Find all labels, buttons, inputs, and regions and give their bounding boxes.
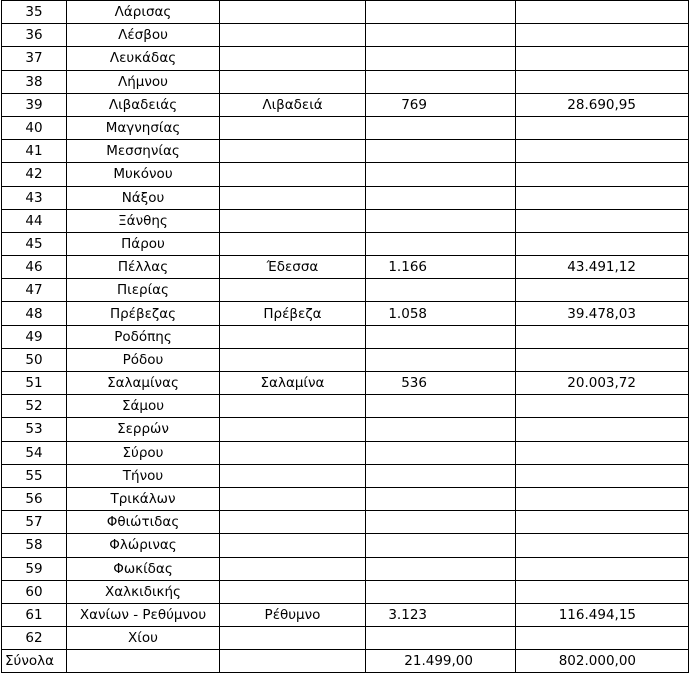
table-row (2, 534, 689, 557)
table-row (2, 557, 689, 580)
city-name (220, 70, 366, 93)
city-name (220, 348, 366, 371)
count-value (366, 70, 516, 93)
amount-value (516, 464, 689, 487)
amount-value (516, 395, 689, 418)
count-value (366, 325, 516, 348)
city-name (220, 534, 366, 557)
region-name: Τρικάλων (67, 487, 220, 510)
count-value: 3.123 (366, 603, 516, 626)
table-row (2, 372, 689, 395)
region-name: Πέλλας (67, 256, 220, 279)
region-name: Ροδόπης (67, 325, 220, 348)
count-value (366, 24, 516, 47)
totals-label: Σύνολα (2, 650, 67, 673)
amount-value (516, 140, 689, 163)
count-value: 536 (366, 372, 516, 395)
amount-value: 28.690,95 (516, 93, 689, 116)
region-name: Λιβαδειάς (67, 93, 220, 116)
table-row (2, 418, 689, 441)
count-value (366, 580, 516, 603)
city-name (220, 511, 366, 534)
amount-value (516, 511, 689, 534)
count-value: 769 (366, 93, 516, 116)
amount-value (516, 325, 689, 348)
amount-value (516, 627, 689, 650)
count-value (366, 395, 516, 418)
amount-value (516, 47, 689, 70)
region-name: Πρέβεζας (67, 302, 220, 325)
region-name: Χανίων - Ρεθύμνου (67, 603, 220, 626)
table-row (2, 256, 689, 279)
row-number: 61 (2, 603, 67, 626)
table-row (2, 1, 689, 24)
row-number: 51 (2, 372, 67, 395)
row-number: 56 (2, 487, 67, 510)
city-name: Πρέβεζα (220, 302, 366, 325)
table-row (2, 302, 689, 325)
city-name: Σαλαμίνα (220, 372, 366, 395)
city-name (220, 24, 366, 47)
row-number: 50 (2, 348, 67, 371)
row-number: 36 (2, 24, 67, 47)
regions-table (1, 0, 689, 673)
row-number: 62 (2, 627, 67, 650)
table-row (2, 140, 689, 163)
region-name: Χίου (67, 627, 220, 650)
count-value (366, 627, 516, 650)
row-number: 41 (2, 140, 67, 163)
region-name: Φωκίδας (67, 557, 220, 580)
amount-value (516, 348, 689, 371)
count-value (366, 348, 516, 371)
row-number: 47 (2, 279, 67, 302)
amount-value (516, 534, 689, 557)
amount-value: 20.003,72 (516, 372, 689, 395)
amount-value (516, 441, 689, 464)
region-name: Σερρών (67, 418, 220, 441)
count-value: 1.058 (366, 302, 516, 325)
count-value (366, 186, 516, 209)
city-name (220, 232, 366, 255)
city-name (220, 186, 366, 209)
amount-value (516, 70, 689, 93)
table-row (2, 464, 689, 487)
count-value (366, 511, 516, 534)
table-row (2, 348, 689, 371)
totals-row (2, 650, 689, 673)
row-number: 48 (2, 302, 67, 325)
row-number: 59 (2, 557, 67, 580)
table-row (2, 209, 689, 232)
count-value (366, 464, 516, 487)
city-name (220, 627, 366, 650)
table-row (2, 24, 689, 47)
count-value (366, 418, 516, 441)
region-name: Πάρου (67, 232, 220, 255)
table-body (2, 0, 689, 650)
amount-value (516, 487, 689, 510)
amount-value: 116.494,15 (516, 603, 689, 626)
table-row (2, 116, 689, 139)
city-name: Έδεσσα (220, 256, 366, 279)
row-number: 54 (2, 441, 67, 464)
count-value (366, 441, 516, 464)
count-value (366, 534, 516, 557)
table-row (2, 325, 689, 348)
city-name (220, 116, 366, 139)
region-name: Τήνου (67, 464, 220, 487)
count-value (366, 1, 516, 24)
row-number: 35 (2, 1, 67, 24)
totals-empty-cell (67, 650, 220, 673)
count-value (366, 140, 516, 163)
city-name: Ρέθυμνο (220, 603, 366, 626)
row-number: 58 (2, 534, 67, 557)
region-name: Σύρου (67, 441, 220, 464)
row-number: 44 (2, 209, 67, 232)
region-name: Μεσσηνίας (67, 140, 220, 163)
amount-value (516, 279, 689, 302)
city-name (220, 325, 366, 348)
city-name (220, 441, 366, 464)
region-name: Σαλαμίνας (67, 372, 220, 395)
region-name: Μαγνησίας (67, 116, 220, 139)
region-name: Φθιώτιδας (67, 511, 220, 534)
row-number: 43 (2, 186, 67, 209)
city-name (220, 209, 366, 232)
amount-value (516, 1, 689, 24)
amount-value (516, 24, 689, 47)
count-value (366, 116, 516, 139)
city-name (220, 279, 366, 302)
table-row (2, 186, 689, 209)
city-name: Λιβαδειά (220, 93, 366, 116)
region-name: Λάρισας (67, 1, 220, 24)
region-name: Χαλκιδικής (67, 580, 220, 603)
row-number: 55 (2, 464, 67, 487)
amount-value: 39.478,03 (516, 302, 689, 325)
region-name: Λήμνου (67, 70, 220, 93)
region-name: Λέσβου (67, 24, 220, 47)
amount-value (516, 186, 689, 209)
row-number: 49 (2, 325, 67, 348)
count-value (366, 487, 516, 510)
row-number: 45 (2, 232, 67, 255)
city-name (220, 163, 366, 186)
totals-amount: 802.000,00 (516, 650, 689, 673)
region-name: Νάξου (67, 186, 220, 209)
row-number: 46 (2, 256, 67, 279)
region-name: Ξάνθης (67, 209, 220, 232)
amount-value (516, 557, 689, 580)
count-value (366, 209, 516, 232)
region-name: Λευκάδας (67, 47, 220, 70)
region-name: Ρόδου (67, 348, 220, 371)
row-number: 38 (2, 70, 67, 93)
region-name: Σάμου (67, 395, 220, 418)
amount-value (516, 418, 689, 441)
city-name (220, 395, 366, 418)
city-name (220, 1, 366, 24)
city-name (220, 140, 366, 163)
region-name: Πιερίας (67, 279, 220, 302)
amount-value (516, 163, 689, 186)
count-value (366, 163, 516, 186)
amount-value: 43.491,12 (516, 256, 689, 279)
table-row (2, 627, 689, 650)
amount-value (516, 580, 689, 603)
amount-value (516, 232, 689, 255)
row-number: 42 (2, 163, 67, 186)
table-row (2, 70, 689, 93)
count-value (366, 232, 516, 255)
row-number: 40 (2, 116, 67, 139)
count-value: 1.166 (366, 256, 516, 279)
amount-value (516, 116, 689, 139)
row-number: 57 (2, 511, 67, 534)
row-number: 39 (2, 93, 67, 116)
city-name (220, 487, 366, 510)
count-value (366, 557, 516, 580)
table-row (2, 441, 689, 464)
table-row (2, 511, 689, 534)
table-row (2, 47, 689, 70)
amount-value (516, 209, 689, 232)
table-row (2, 487, 689, 510)
table-row (2, 163, 689, 186)
city-name (220, 557, 366, 580)
totals-count: 21.499,00 (366, 650, 516, 673)
region-name: Φλώρινας (67, 534, 220, 557)
table-row (2, 93, 689, 116)
city-name (220, 580, 366, 603)
table-row (2, 395, 689, 418)
region-name: Μυκόνου (67, 163, 220, 186)
table-row (2, 580, 689, 603)
city-name (220, 464, 366, 487)
table-row (2, 603, 689, 626)
row-number: 60 (2, 580, 67, 603)
row-number: 53 (2, 418, 67, 441)
count-value (366, 47, 516, 70)
city-name (220, 47, 366, 70)
totals-empty-cell (220, 650, 366, 673)
city-name (220, 418, 366, 441)
table-row (2, 232, 689, 255)
row-number: 37 (2, 47, 67, 70)
row-number: 52 (2, 395, 67, 418)
table-row (2, 279, 689, 302)
count-value (366, 279, 516, 302)
